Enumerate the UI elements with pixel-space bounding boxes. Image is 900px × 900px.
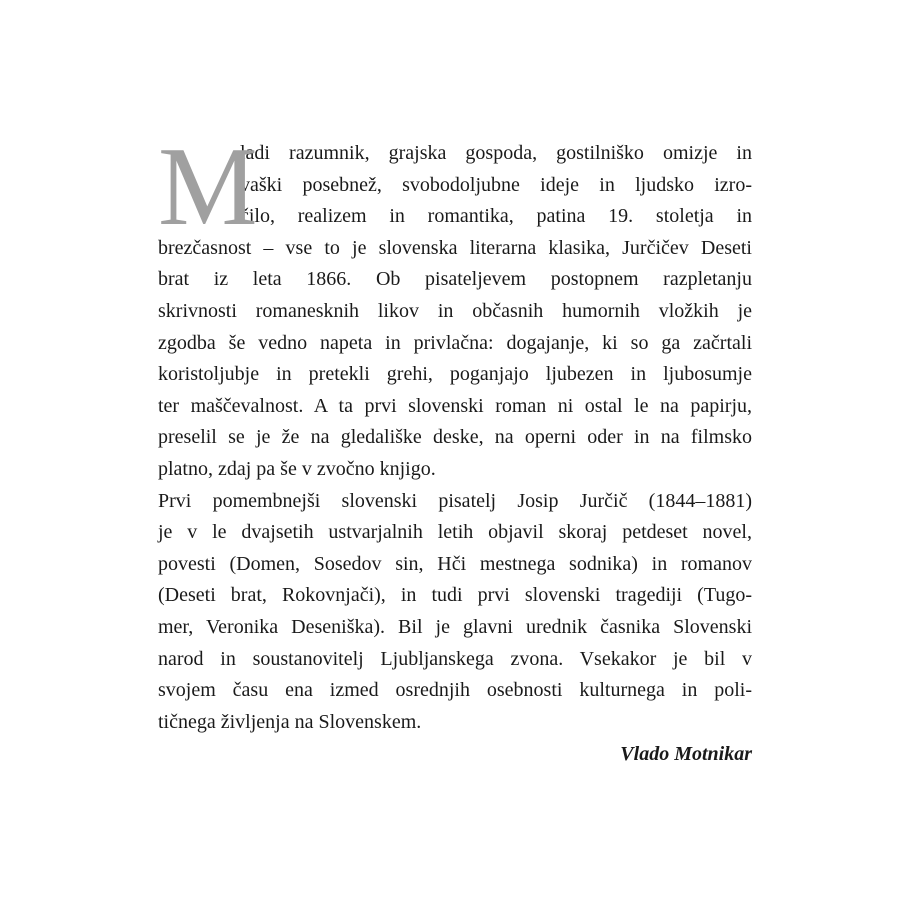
text-line: ladi razumnik, grajska gospoda, gostilniško omizje in: [240, 142, 752, 164]
text-line: mer, Veronika Deseniška). Bil je glavni urednik časnika Slovenski: [158, 615, 752, 638]
text-line: skrivnosti romanesknih likov in občasnih humornih vložkih je: [158, 299, 752, 322]
text-line: platno, zdaj pa še v zvočno knjigo.: [158, 457, 436, 480]
text-line: zgodba še vedno napeta in privlačna: dogajanje, ki so ga začrtali: [158, 331, 752, 354]
text-line: (Deseti brat, Rokovnjači), in tudi prvi slovenski tragediji (Tugo-: [158, 584, 752, 607]
text-line: povesti (Domen, Sosedov sin, Hči mestnega sodnika) in romanov: [158, 552, 752, 575]
text-line: svojem času ena izmed osrednjih osebnosti kulturnega in poli-: [158, 679, 752, 702]
text-line: vaški posebnež, svobodoljubne ideje in ljudsko izro-: [240, 173, 752, 196]
text-line: je v le dvajsetih ustvarjalnih letih objavil skoraj petdeset novel,: [158, 521, 752, 544]
text-line: koristoljubje in pretekli grehi, poganjajo ljubezen in ljubosumje: [158, 363, 752, 386]
text-line: ter maščevalnost. A ta prvi slovenski roman ni ostal le na papirju,: [158, 394, 752, 417]
drop-cap: M: [158, 125, 258, 249]
text-line: preselil se je že na gledališke deske, na operni oder in na filmsko: [158, 426, 752, 449]
text-line: čilo, realizem in romantika, patina 19. stoletja in: [240, 205, 752, 228]
text-line: brat iz leta 1866. Ob pisateljevem postopnem razpletanju: [158, 268, 752, 291]
text-line: narod in soustanovitelj Ljubljanskega zvona. Vsekakor je bil v: [158, 647, 752, 670]
text-line: brezčasnost – vse to je slovenska literarna klasika, Jurčičev Deseti: [158, 236, 752, 259]
text-line: tičnega življenja na Slovenskem.: [158, 710, 422, 733]
text-block: [158, 125, 752, 771]
author-signature: Vlado Motnikar: [620, 743, 752, 766]
text-line: Prvi pomembnejši slovenski pisatelj Josip Jurčič (1844–1881): [158, 489, 752, 512]
